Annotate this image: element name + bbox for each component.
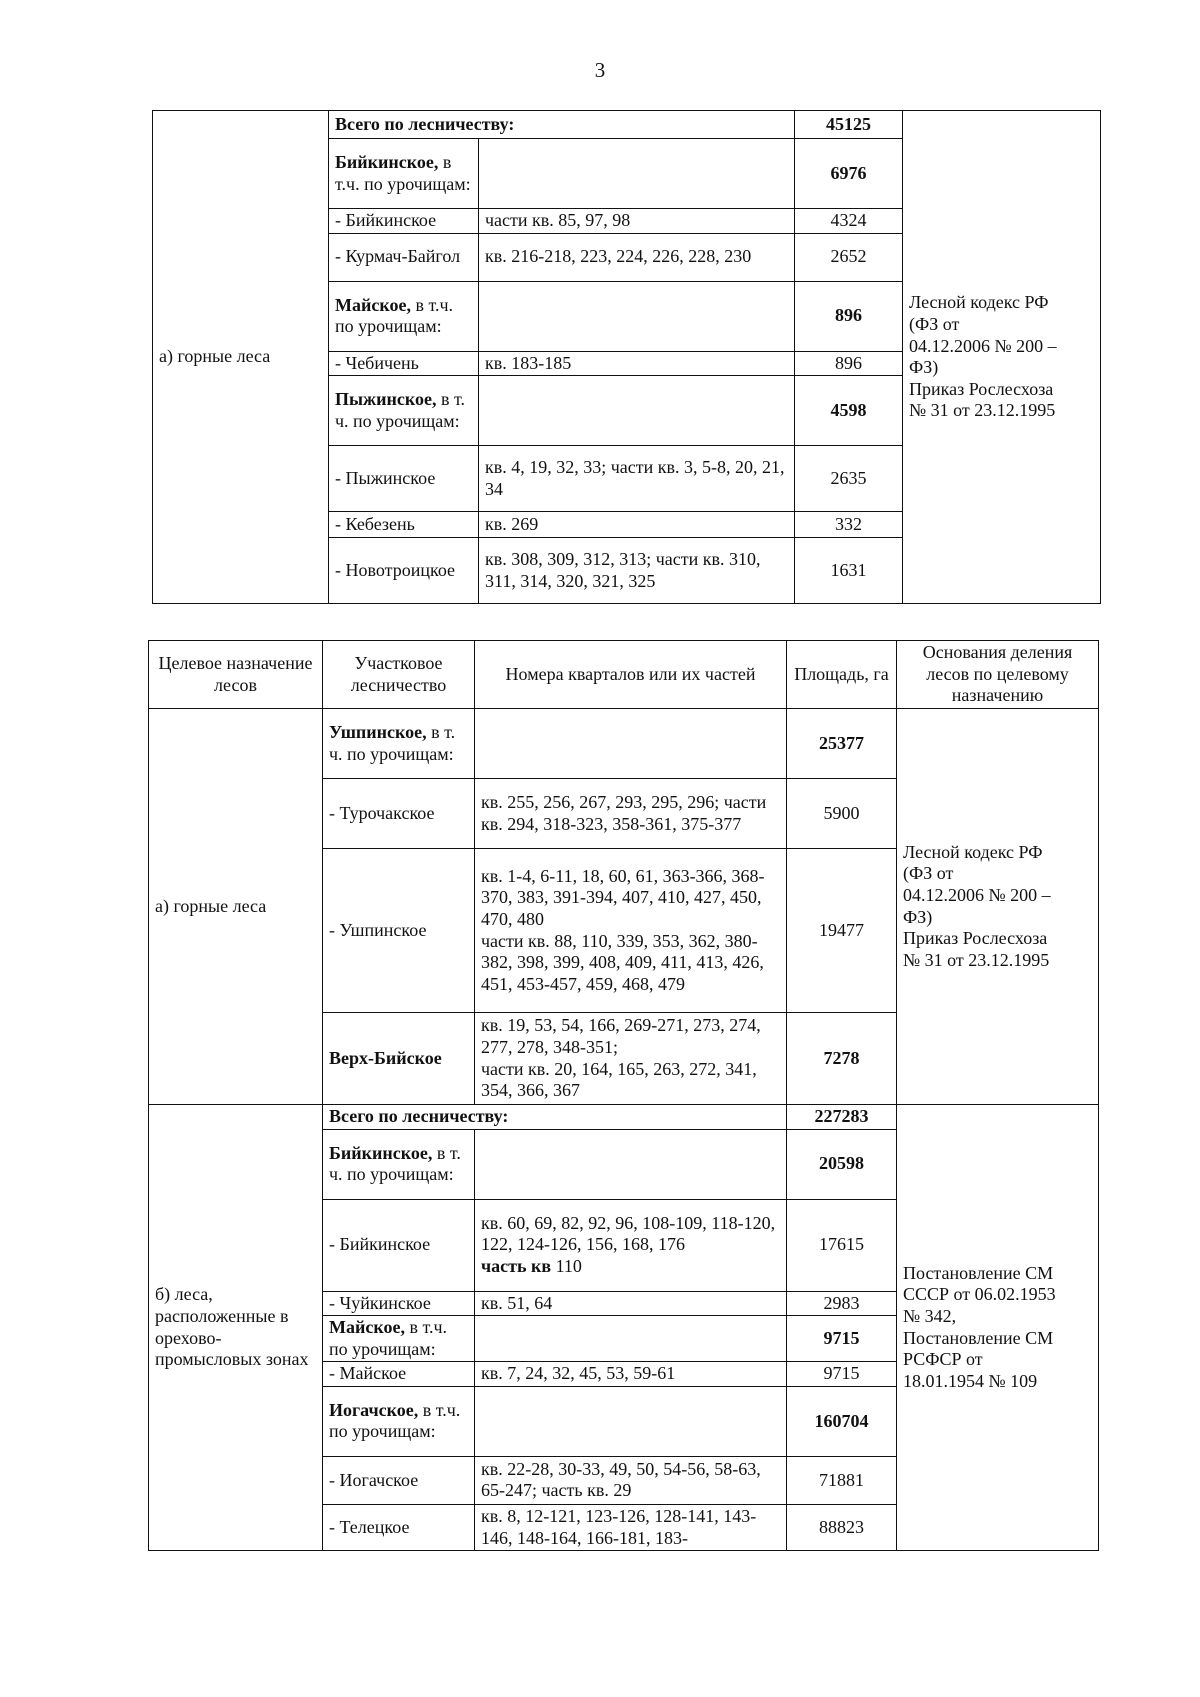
header-forestry: Участковое лесничество [323,641,475,709]
header-quarters: Номера кварталов или их частей [475,641,787,709]
table-row: - Ушпинское кв. 1-4, 6-11, 18, 60, 61, 363-366, 368-370, 383, 391-394, 407, 410, 427, 450, 470, 480 части кв. 88, 110, 339, 353, 362, 380-382, 398, 399, 408, 409, 411, 413, 426, 451, 453-457, 459, 468, 479 19477 [149,849,1099,1013]
table-row: - Бийкинское кв. 60, 69, 82, 92, 96, 108-109, 118-120, 122, 124-126, 156, 168, 176 часть кв 110 17615 [149,1199,1099,1291]
purpose-cell: а) горные леса [149,709,323,1105]
table-row: - Турочакское кв. 255, 256, 267, 293, 295, 296; части кв. 294, 318-323, 358-361, 375-377 5900 [149,779,1099,849]
table-row: - Новотроицкое кв. 308, 309, 312, 313; части кв. 310, 311, 314, 320, 321, 325 1631 [153,538,1101,604]
table-row: - Пыжинское кв. 4, 19, 32, 33; части кв. 3, 5-8, 20, 21, 34 2635 [153,446,1101,512]
table-row: - Телецкое кв. 8, 12-121, 123-126, 128-141, 143-146, 148-164, 166-181, 183- 88823 [149,1504,1099,1550]
table-row: - Майское кв. 7, 24, 32, 45, 53, 59-61 9715 [149,1362,1099,1387]
table-header-row [149,641,1099,709]
basis-cell-b: Постановление СМ СССР от 06.02.1953 № 342, Постановление СМ РСФСР от 18.01.1954 № 109 [897,1105,1099,1551]
page-number: 3 [594,58,606,82]
total-area: 45125 [795,111,903,139]
forest-purpose-table [148,640,1099,1551]
header-basis: Основания деления лесов по целевому назначению [897,641,1099,709]
table-row: Майское, в т.ч. по урочищам: 9715 [149,1316,1099,1362]
table-row: - Курмач-Байгол кв. 216-218, 223, 224, 226, 228, 230 2652 [153,233,1101,281]
table-row: - Чуйкинское кв. 51, 64 2983 [149,1291,1099,1316]
table-row: - Бийкинское части кв. 85, 97, 98 4324 [153,209,1101,234]
purpose-cell-b: б) леса, расположенные в орехово-промысловых зонах [149,1105,323,1551]
table-row: Верх-Бийское кв. 19, 53, 54, 166, 269-271, 273, 274, 277, 278, 348-351; части кв. 20, 164, 165, 263, 272, 341, 354, 366, 367 7278 [149,1013,1099,1105]
table-row: - Иогачское кв. 22-28, 30-33, 49, 50, 54-56, 58-63, 65-247; часть кв. 29 71881 [149,1456,1099,1504]
table-row: Иогачское, в т.ч. по урочищам: 160704 [149,1386,1099,1456]
header-purpose: Целевое назначение лесов [149,641,323,709]
table-row: б) леса, расположенные в орехово-промысловых зонах Всего по лесничеству: 227283 Постановление СМ СССР от 06.02.1953 № 342, Постановление СМ РСФСР от 18.01.1954 № 109 [149,1105,1099,1130]
table-row: Бийкинское, в т.ч. по урочищам: 6976 [153,139,1101,209]
header-area: Площадь, га [787,641,897,709]
table-row: а) горные леса Ушпинское, в т. ч. по урочищам: 25377 Лесной кодекс РФ (ФЗ от 04.12.2006 № 200 – ФЗ) Приказ Рослесхоза № 31 от 23.12.1995 [149,709,1099,779]
forest-table-continuation [152,110,1101,604]
table-row: Пыжинское, в т. ч. по урочищам: 4598 [153,376,1101,446]
table-row: - Чебичень кв. 183-185 896 [153,351,1101,376]
basis-cell: Лесной кодекс РФ (ФЗ от 04.12.2006 № 200 – ФЗ) Приказ Рослесхоза № 31 от 23.12.1995 [897,709,1099,1105]
basis-cell: Лесной кодекс РФ (ФЗ от 04.12.2006 № 200 – ФЗ) Приказ Рослесхоза № 31 от 23.12.1995 [903,111,1101,604]
table-row: Майское, в т.ч. по урочищам: 896 [153,281,1101,351]
total-label: Всего по лесничеству: [329,111,795,139]
purpose-cell: а) горные леса [153,111,329,604]
table-row: - Кебезень кв. 269 332 [153,512,1101,538]
table-row: Бийкинское, в т. ч. по урочищам: 20598 [149,1129,1099,1199]
